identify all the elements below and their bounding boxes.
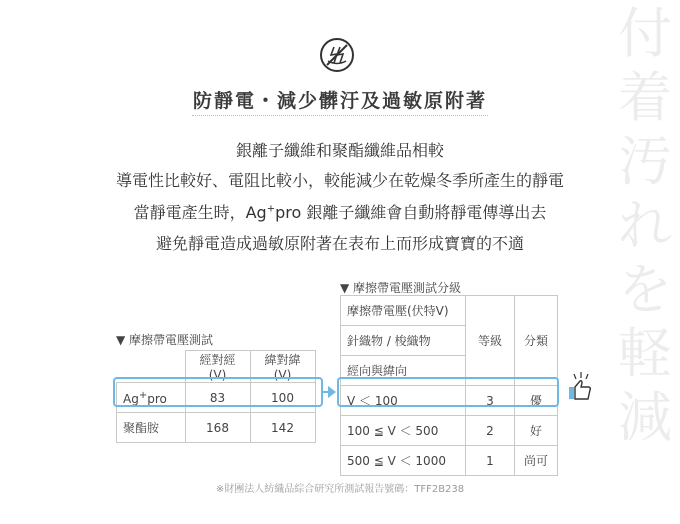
header-cell: 經對經(V)	[185, 351, 250, 383]
intro-text: pro 銀離子纖維會自動將靜電傳導出去	[275, 203, 547, 222]
table-row	[341, 446, 558, 476]
table-row	[341, 416, 558, 446]
table-header-row	[341, 296, 558, 326]
vertical-char: 着	[618, 66, 672, 129]
table-cell: 83	[185, 383, 250, 413]
intro-text: 當靜電產生時，Ag	[133, 203, 267, 222]
right-table-caption: ▼ 摩擦帶電壓測試分級	[340, 281, 462, 295]
grade-cell: 2	[466, 416, 515, 446]
header-cell: 經向與緯向	[341, 356, 466, 386]
table-cell: 168	[185, 413, 250, 443]
range-cell: 500 ≦ V ＜ 1000	[341, 446, 466, 476]
vertical-char: 軽	[618, 322, 672, 385]
grade-cell: 3	[466, 386, 515, 416]
anti-static-icon	[318, 36, 356, 74]
row-label: Ag+pro	[117, 383, 186, 413]
table-cell: 142	[250, 413, 315, 443]
heading-divider	[192, 115, 488, 116]
right-row-highlight	[337, 377, 559, 407]
vertical-char: 減	[618, 386, 672, 449]
grade-cell: 1	[466, 446, 515, 476]
header-cell: 摩擦帶電壓(伏特V)	[341, 296, 466, 326]
class-header: 分類	[515, 296, 558, 386]
vertical-char: 付	[618, 2, 672, 65]
class-cell: 好	[515, 416, 558, 446]
table-row	[117, 413, 316, 443]
intro-line: 導電性比較好、電阻比較小，較能減少在乾燥冬季所產生的靜電	[115, 171, 564, 190]
intro-line: 銀離子纖維和聚酯纖維品相較	[235, 141, 444, 160]
left-table-caption: ▼ 摩擦帶電壓測試	[116, 333, 214, 347]
header-cell: 針織物 / 梭織物	[341, 326, 466, 356]
vertical-char: れ	[618, 194, 672, 257]
vertical-char: を	[618, 258, 672, 321]
class-cell: 優	[515, 386, 558, 416]
footnote: ※財團法人紡織品綜合研究所測試報告號碼：TFF2B238	[215, 484, 465, 495]
table-cell: 100	[250, 383, 315, 413]
intro-sup: +	[266, 203, 276, 215]
range-cell: 100 ≦ V ＜ 500	[341, 416, 466, 446]
thumbs-up-icon	[566, 372, 594, 402]
grade-header: 等級	[466, 296, 515, 386]
vertical-char: 汚	[618, 130, 672, 193]
class-cell: 尚可	[515, 446, 558, 476]
row-label: 聚酯胺	[117, 413, 186, 443]
highlight-arrow	[328, 386, 336, 398]
range-cell: V ＜ 100	[341, 386, 466, 416]
left-row-highlight	[113, 377, 323, 407]
section-heading: 防靜電・減少髒汙及過敏原附著	[192, 90, 487, 112]
intro-line: 避免靜電造成過敏原附著在表布上而形成寶寶的不適	[155, 234, 524, 253]
intro-line	[0, 200, 680, 223]
vertical-title	[616, 2, 674, 450]
header-cell: 緯對緯(V)	[250, 351, 315, 383]
